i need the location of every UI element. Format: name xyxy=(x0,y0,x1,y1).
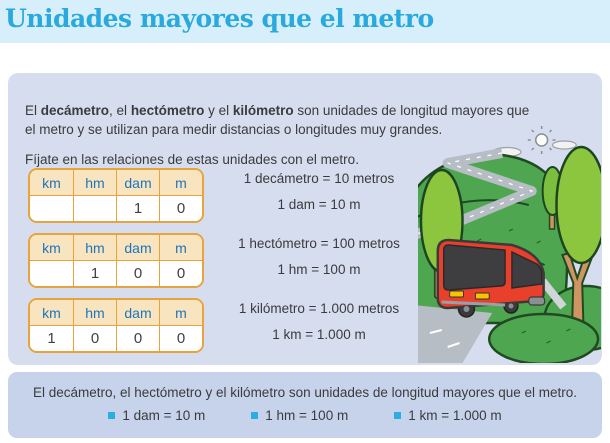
cloud-icon xyxy=(553,141,577,149)
conversion-table-hm xyxy=(28,233,204,288)
summary-bullet-text: 1 km = 1.000 m xyxy=(408,408,502,423)
table-header-cell: m xyxy=(159,235,202,261)
summary-line: El decámetro, el hectómetro y el kilómetro son unidades de longitud mayores que el metro. xyxy=(32,385,578,400)
table-header-cell: hm xyxy=(73,300,116,326)
table-header-cell: km xyxy=(30,170,73,196)
equation-long: 1 kilómetro = 1.000 metros xyxy=(238,301,400,316)
table-cell: 0 xyxy=(116,326,159,351)
intro-text: y el xyxy=(204,102,233,118)
table-value-row xyxy=(30,261,202,286)
bullet-square-icon xyxy=(108,412,115,419)
bullet-square-icon xyxy=(394,412,401,419)
bush-shape xyxy=(489,314,598,363)
table-cell xyxy=(30,196,73,221)
lesson-box xyxy=(8,73,602,365)
equation-long: 1 decámetro = 10 metros xyxy=(243,171,395,186)
title-band xyxy=(0,0,610,43)
table-header-cell: m xyxy=(159,170,202,196)
foreground-road xyxy=(418,305,492,363)
summary-bullet-item xyxy=(394,408,501,423)
table-cell: 0 xyxy=(159,326,202,351)
table-header-row xyxy=(30,300,202,326)
summary-bullet-item xyxy=(108,408,205,423)
table-header-cell: m xyxy=(159,300,202,326)
illustration-bus-road xyxy=(418,123,601,363)
table-header-cell: dam xyxy=(116,170,159,196)
sun-icon xyxy=(528,126,556,154)
table-cell: 0 xyxy=(116,261,159,286)
term-decametro: decámetro xyxy=(40,102,110,118)
summary-band xyxy=(8,372,602,438)
intro-text: son unidades de longitud mayores que el metro y se utilizan para medir distancias o longitudes muy grandes. xyxy=(25,102,530,137)
table-cell xyxy=(30,261,73,286)
conversion-table-km xyxy=(28,298,204,353)
table-cell: 0 xyxy=(159,261,202,286)
table-cell: 1 xyxy=(116,196,159,221)
table-header-cell: dam xyxy=(116,300,159,326)
bullet-square-icon xyxy=(251,412,258,419)
equation-km xyxy=(200,296,438,348)
term-kilometro: kilómetro xyxy=(232,102,294,118)
intro-text: , el xyxy=(109,102,131,118)
summary-bullets xyxy=(8,408,602,423)
summary-bullet-item xyxy=(251,408,348,423)
conversion-table-dam xyxy=(28,168,204,223)
table-cell: 1 xyxy=(47,330,56,347)
equation-dam xyxy=(200,166,438,218)
equation-long: 1 hectómetro = 100 metros xyxy=(238,236,400,251)
table-cell: 0 xyxy=(159,196,202,221)
equation-short: 1 dam = 10 m xyxy=(277,197,361,212)
summary-bullet-text: 1 hm = 100 m xyxy=(265,408,349,423)
equation-short: 1 hm = 100 m xyxy=(277,262,361,277)
table-cell: 1 xyxy=(73,261,116,286)
table-value-row xyxy=(30,326,202,351)
table-header-cell: km xyxy=(30,300,73,326)
instruction-paragraph: Fíjate en las relaciones de estas unidades con el metro. xyxy=(25,151,359,167)
table-header-cell: dam xyxy=(116,235,159,261)
page-title: Unidades mayores que el metro xyxy=(5,4,434,33)
intro-text: El xyxy=(25,102,41,118)
summary-bullet-text: 1 dam = 10 m xyxy=(122,408,206,423)
equation-short: 1 km = 1.000 m xyxy=(272,327,366,342)
table-header-cell: km xyxy=(30,235,73,261)
table-header-cell: hm xyxy=(73,235,116,261)
term-hectometro: hectómetro xyxy=(130,102,205,118)
table-header-row xyxy=(30,170,202,196)
table-cell xyxy=(73,196,116,221)
table-header-cell: hm xyxy=(73,170,116,196)
table-value-row xyxy=(30,196,202,221)
equation-hm xyxy=(200,231,438,283)
table-header-row xyxy=(30,235,202,261)
table-cell: 0 xyxy=(73,326,116,351)
